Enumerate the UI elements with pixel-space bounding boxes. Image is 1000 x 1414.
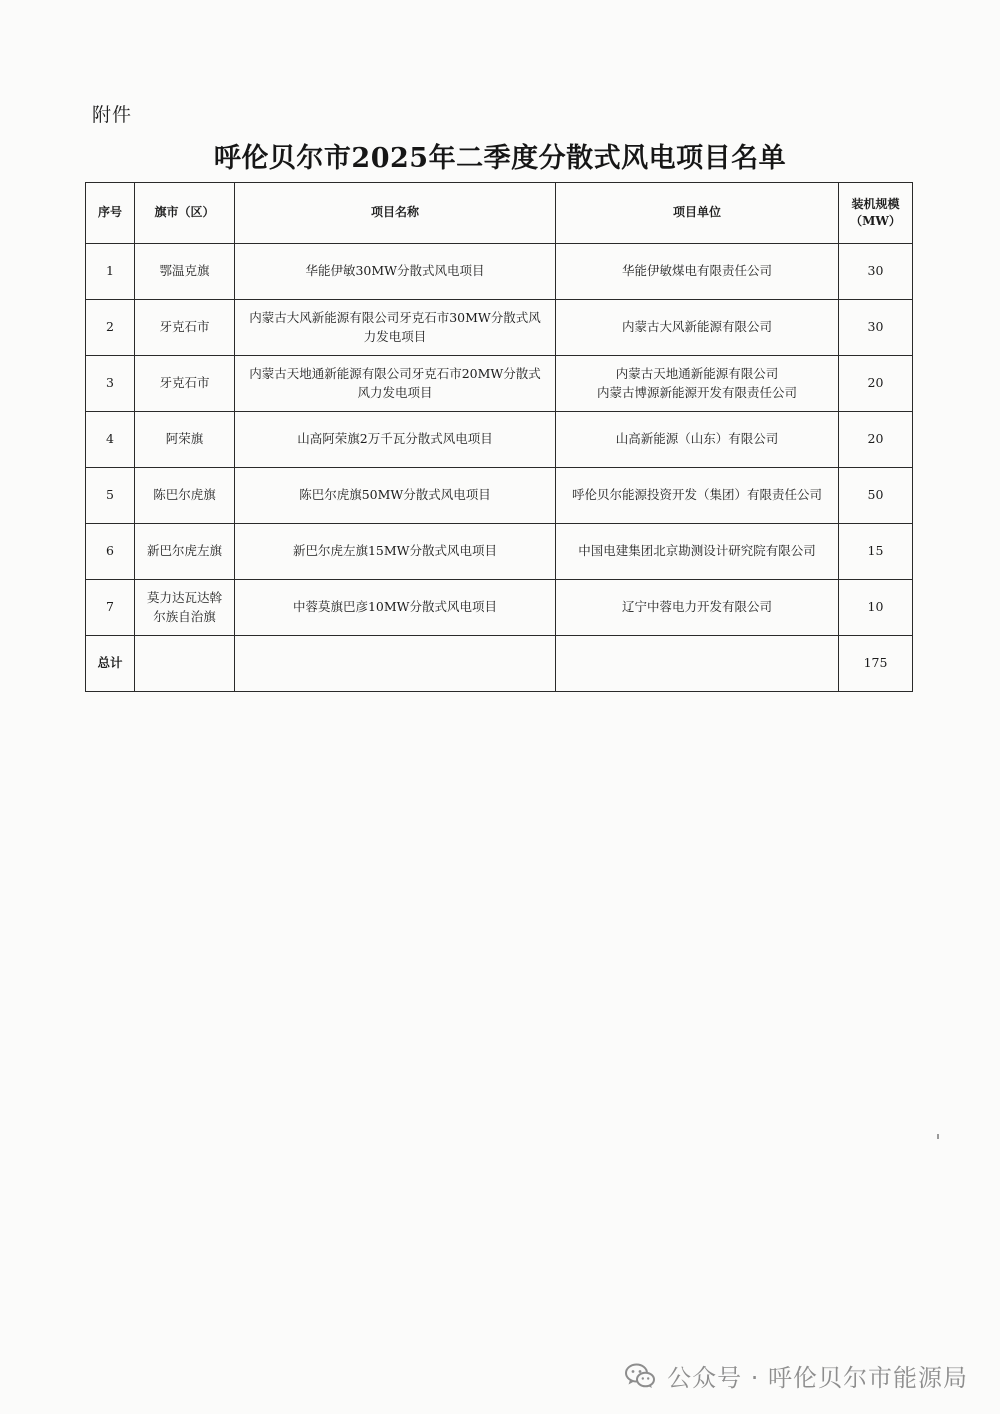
cell-project-unit-line: 中国电建集团北京勘测设计研究院有限公司 xyxy=(578,543,816,559)
cell-index: 3 xyxy=(86,356,135,412)
cell-capacity: 10 xyxy=(839,580,913,636)
table-body xyxy=(86,244,913,636)
cell-project-name-line: 内蒙古天地通新能源有限公司牙克石市20MW分散式 xyxy=(249,366,541,382)
cell-project-name xyxy=(235,468,556,524)
cell-district xyxy=(135,412,235,468)
cell-capacity: 20 xyxy=(839,356,913,412)
header-capacity-line2: （MW） xyxy=(850,214,901,228)
cell-project-unit-line: 内蒙古博源新能源开发有限责任公司 xyxy=(596,384,797,400)
cell-capacity: 50 xyxy=(839,468,913,524)
cell-project-name xyxy=(235,300,556,356)
cell-project-unit-line: 内蒙古大风新能源有限公司 xyxy=(621,319,772,335)
cell-project-unit xyxy=(556,356,839,412)
cell-project-name-line: 风力发电项目 xyxy=(357,384,433,400)
cell-district-line: 阿荣旗 xyxy=(165,431,204,447)
cell-project-name-line: 陈巴尔虎旗50MW分散式风电项目 xyxy=(299,487,491,503)
header-index: 序号 xyxy=(86,183,135,244)
cell-project-unit-line: 辽宁中蓉电力开发有限公司 xyxy=(621,599,772,615)
cell-project-name-line: 新巴尔虎左旗15MW分散式风电项目 xyxy=(292,543,498,559)
total-row xyxy=(86,636,913,692)
project-table xyxy=(85,182,913,692)
cell-index: 7 xyxy=(86,580,135,636)
table-row xyxy=(86,412,913,468)
scan-speck xyxy=(937,1134,939,1139)
account-watermark xyxy=(625,1358,968,1393)
header-project-name: 项目名称 xyxy=(235,183,556,244)
header-capacity xyxy=(839,183,913,244)
cell-project-name xyxy=(235,524,556,580)
cell-district xyxy=(135,580,235,636)
cell-project-unit-line: 内蒙古天地通新能源有限公司 xyxy=(615,366,779,382)
cell-project-unit-line: 华能伊敏煤电有限责任公司 xyxy=(621,263,772,279)
table-row xyxy=(86,524,913,580)
cell-index: 5 xyxy=(86,468,135,524)
cell-district xyxy=(135,524,235,580)
total-empty-unit xyxy=(556,636,839,692)
cell-capacity: 20 xyxy=(839,412,913,468)
header-district: 旗市（区） xyxy=(135,183,235,244)
cell-index: 2 xyxy=(86,300,135,356)
attachment-label: 附件 xyxy=(92,104,133,126)
cell-district-line: 牙克石市 xyxy=(159,375,210,391)
cell-project-name-line: 山高阿荣旗2万千瓦分散式风电项目 xyxy=(297,431,493,447)
cell-index: 6 xyxy=(86,524,135,580)
cell-project-unit xyxy=(556,244,839,300)
cell-project-name xyxy=(235,580,556,636)
table-row xyxy=(86,356,913,412)
cell-project-unit-line: 山高新能源（山东）有限公司 xyxy=(615,431,779,447)
table-row xyxy=(86,244,913,300)
table-row xyxy=(86,300,913,356)
cell-project-name xyxy=(235,356,556,412)
header-capacity-line1: 装机规模 xyxy=(851,196,900,211)
cell-capacity: 30 xyxy=(839,300,913,356)
cell-district-line: 陈巴尔虎旗 xyxy=(153,487,216,503)
total-label: 总计 xyxy=(86,636,135,692)
cell-project-name-line: 内蒙古大风新能源有限公司牙克石市30MW分散式风 xyxy=(249,310,541,326)
wechat-icon xyxy=(625,1363,655,1389)
table-row xyxy=(86,468,913,524)
cell-project-name xyxy=(235,244,556,300)
total-empty-name xyxy=(235,636,556,692)
total-empty-district xyxy=(135,636,235,692)
cell-project-name xyxy=(235,412,556,468)
cell-project-unit xyxy=(556,412,839,468)
cell-district-line: 鄂温克旗 xyxy=(159,263,210,279)
cell-district xyxy=(135,356,235,412)
cell-project-unit-line: 呼伦贝尔能源投资开发（集团）有限责任公司 xyxy=(571,487,822,503)
cell-district-line: 尔族自治旗 xyxy=(153,608,216,624)
cell-project-name-line: 华能伊敏30MW分散式风电项目 xyxy=(305,263,485,279)
cell-project-name-line: 力发电项目 xyxy=(363,328,427,344)
cell-project-unit xyxy=(556,580,839,636)
cell-index: 4 xyxy=(86,412,135,468)
cell-project-unit xyxy=(556,468,839,524)
cell-index: 1 xyxy=(86,244,135,300)
cell-project-name-line: 中蓉莫旗巴彦10MW分散式风电项目 xyxy=(292,599,498,615)
cell-district-line: 莫力达瓦达斡 xyxy=(146,590,222,606)
cell-capacity: 15 xyxy=(839,524,913,580)
table-row xyxy=(86,580,913,636)
cell-district xyxy=(135,244,235,300)
total-capacity: 175 xyxy=(839,636,913,692)
cell-district-line: 牙克石市 xyxy=(159,319,210,335)
document-title: 呼伦贝尔市2025年二季度分散式风电项目名单 xyxy=(213,143,787,174)
table-header-row xyxy=(86,183,913,244)
watermark-text: 公众号 · 呼伦贝尔市能源局 xyxy=(667,1364,968,1392)
header-project-unit: 项目单位 xyxy=(556,183,839,244)
cell-district-line: 新巴尔虎左旗 xyxy=(146,543,222,559)
cell-capacity: 30 xyxy=(839,244,913,300)
cell-district xyxy=(135,300,235,356)
cell-project-unit xyxy=(556,524,839,580)
cell-project-unit xyxy=(556,300,839,356)
cell-district xyxy=(135,468,235,524)
